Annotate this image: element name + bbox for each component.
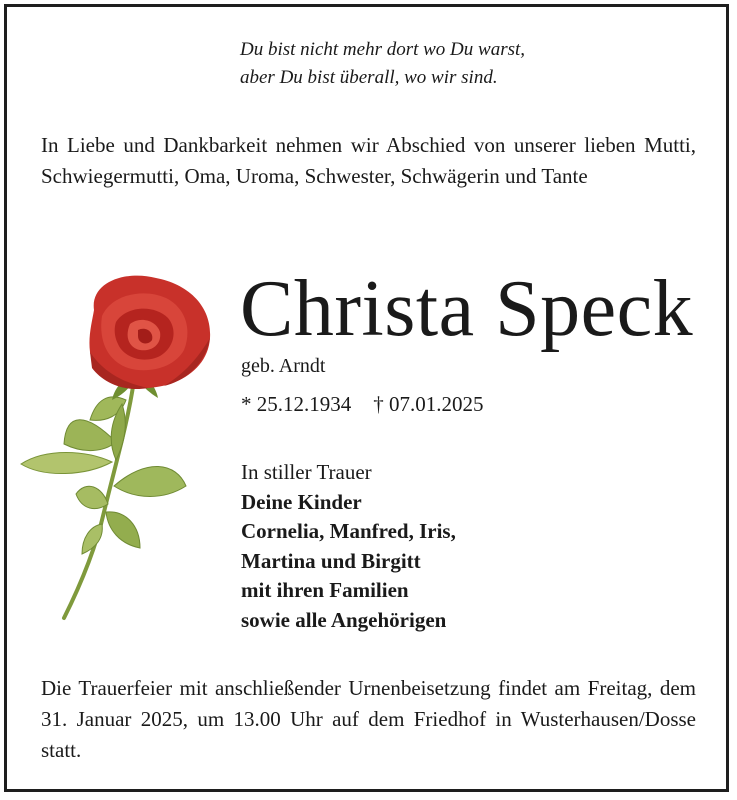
rose-icon — [16, 272, 221, 624]
mourners-line: Deine Kinder — [241, 489, 362, 514]
intro-paragraph: In Liebe und Dankbarkeit nehmen wir Abschied von unserer lieben Mutti, Schwiegermutti, Oma, Uroma, Schwester, Schwägerin und Tante — [41, 133, 696, 188]
deceased-name: Christa Speck — [240, 265, 694, 353]
motto-line-2: aber Du bist überall, wo wir sind. — [240, 67, 498, 88]
mourners-block — [241, 458, 456, 635]
mourners-line: sowie alle Angehörigen — [241, 607, 447, 632]
motto-line-1: Du bist nicht mehr dort wo Du warst, — [240, 39, 526, 60]
funeral-notice: Die Trauerfeier mit anschließender Urnenbeisetzung findet am Freitag, dem 31. Januar 2025, um 13.00 Uhr auf dem Friedhof in Wusterhausen/Dosse statt. — [41, 676, 696, 762]
mourners-line: Cornelia, Manfred, Iris, — [241, 519, 456, 543]
life-dates — [241, 390, 484, 418]
mourners-line: Martina und Birgitt — [241, 548, 421, 573]
death-date: † 07.01.2025 — [373, 392, 484, 416]
birth-date: * 25.12.1934 — [241, 392, 352, 416]
mourners-lead: In stiller Trauer — [241, 460, 372, 484]
mourners-line: mit ihren Familien — [241, 578, 409, 602]
motto-quote — [240, 36, 525, 92]
birth-name: geb. Arndt — [241, 355, 326, 377]
